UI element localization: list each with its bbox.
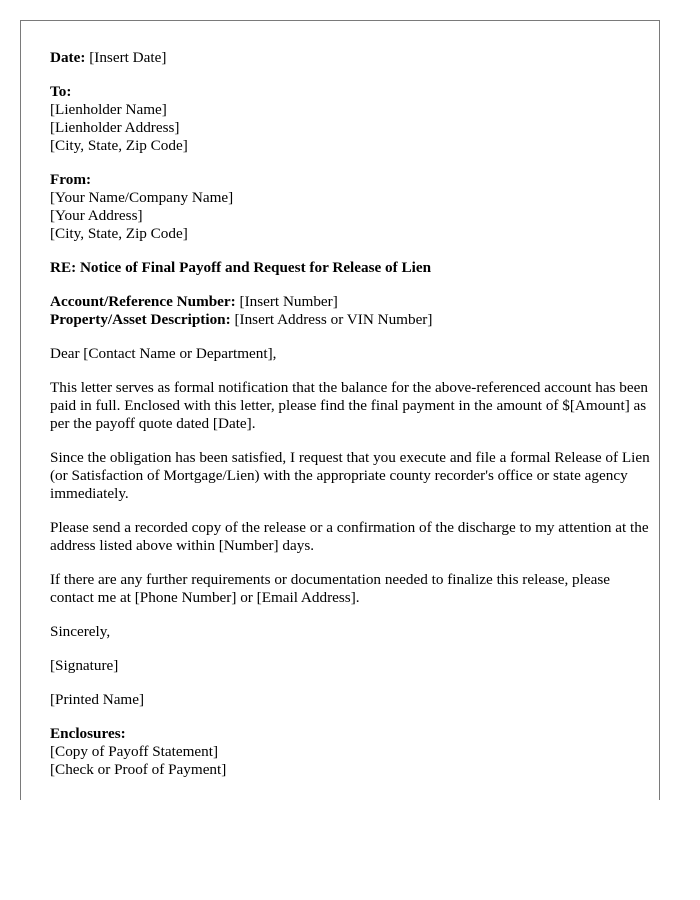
reference-block [50,293,650,329]
date-label: Date: [50,49,86,66]
account-line [50,293,650,311]
printed-name: [Printed Name] [50,691,145,708]
closing: Sincerely, [50,623,111,640]
from-label: From: [50,171,92,188]
subject-line [50,259,650,277]
property-line [50,311,650,329]
body-paragraph-1: This letter serves as formal notification that the balance for the above-referenced account has been paid in full. Enclosed with this letter, please find the final payment in the amount of $[Amount] as per the payoff quote dated [Date]. [50,379,648,432]
enclosure-item: [Check or Proof of Payment] [50,761,227,778]
to-address: [Lienholder Address] [50,119,180,136]
body-paragraph-4: If there are any further requirements or documentation needed to finalize this release, please contact me at [Phone Number] or [Email Address]. [50,571,610,606]
to-label: To: [50,83,72,100]
letter-page [20,20,660,800]
account-value: [Insert Number] [235,293,338,310]
subject-text: RE: Notice of Final Payoff and Request for Release of Lien [50,259,432,276]
date-line [50,49,650,67]
salutation: Dear [Contact Name or Department], [50,345,277,362]
enclosure-item: [Copy of Payoff Statement] [50,743,219,760]
body-paragraph-2: Since the obligation has been satisfied, I request that you execute and file a formal Release of Lien (or Satisfaction of Mortgage/Lien) with the appropriate county recorder's office or state agency immediately. [50,449,650,502]
letter-content [50,49,650,795]
signature: [Signature] [50,657,119,674]
property-value: [Insert Address or VIN Number] [230,311,433,328]
body-paragraph-3: Please send a recorded copy of the release or a confirmation of the discharge to my attention at the address listed above within [Number] days. [50,519,649,554]
property-label: Property/Asset Description: [50,311,231,328]
from-name: [Your Name/Company Name] [50,189,234,206]
enclosures-label: Enclosures: [50,725,126,742]
to-block [50,83,650,155]
account-label: Account/Reference Number: [50,293,236,310]
to-name: [Lienholder Name] [50,101,167,118]
enclosures-block [50,725,650,779]
to-city: [City, State, Zip Code] [50,137,188,154]
from-address: [Your Address] [50,207,143,224]
date-value: [Insert Date] [85,49,167,66]
from-block [50,171,650,243]
from-city: [City, State, Zip Code] [50,225,188,242]
